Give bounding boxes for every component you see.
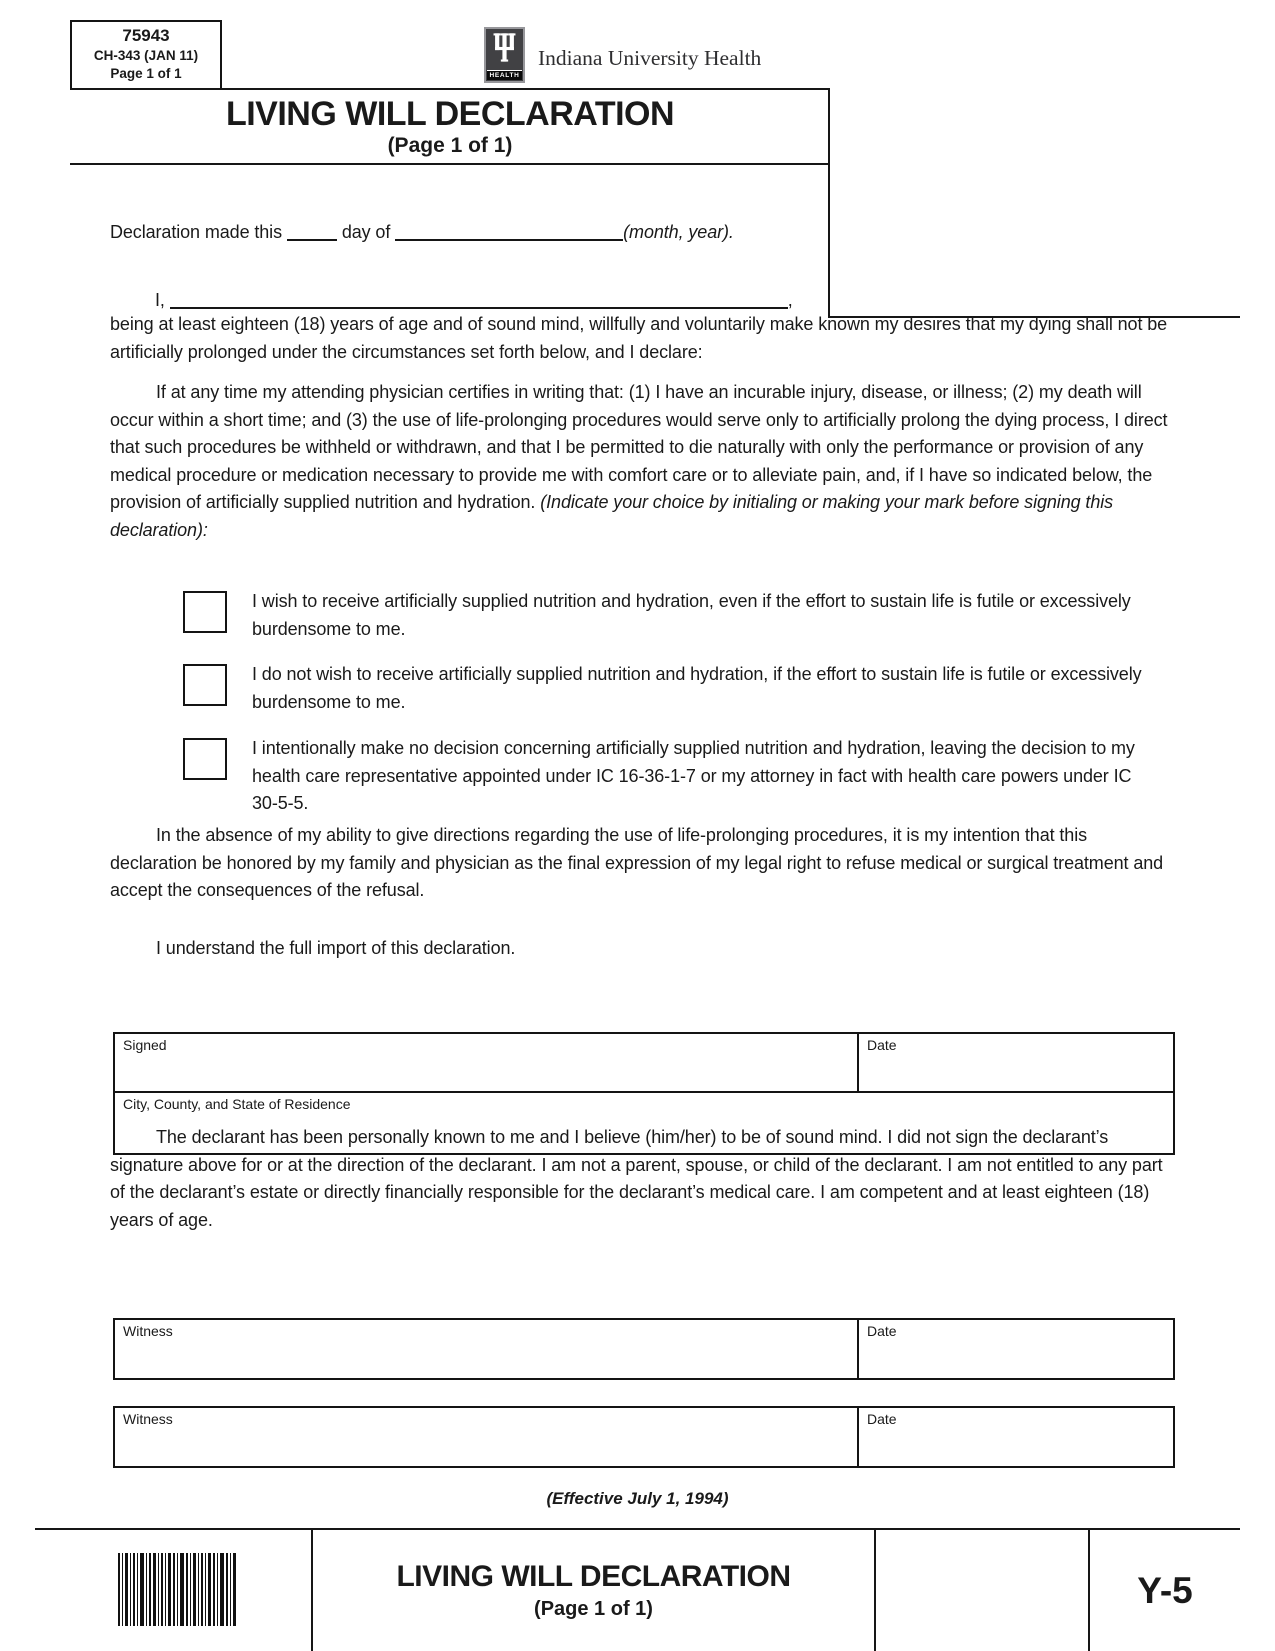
witness-table-2 xyxy=(113,1406,1175,1468)
signed-label: Signed xyxy=(123,1037,167,1053)
date-label: Date xyxy=(867,1037,897,1053)
declarant-name-blank-field[interactable] xyxy=(170,289,788,309)
name-line-prefix: I, xyxy=(155,290,165,310)
form-number-box xyxy=(70,20,222,90)
footer-title: LIVING WILL DECLARATION xyxy=(396,1560,791,1593)
day-blank-field[interactable] xyxy=(287,221,337,241)
header-rule xyxy=(70,88,830,90)
brand-name: Indiana University Health xyxy=(538,46,762,70)
intro-paragraph: being at least eighteen (18) years of age and of sound mind, willfully and voluntarily make known my desires that my dying shall not be artificially prolonged under the circumstances set forth below, and I declare: xyxy=(110,314,1168,362)
date-line xyxy=(110,219,734,247)
directive-paragraph xyxy=(110,379,1172,544)
page-title: LIVING WILL DECLARATION xyxy=(225,95,675,133)
choice-item xyxy=(183,661,1168,716)
witness-2-date-field[interactable] xyxy=(859,1408,1173,1466)
footer-rule xyxy=(35,1528,1240,1530)
iu-trident-icon xyxy=(493,32,516,64)
iu-health-emblem xyxy=(484,27,525,83)
choice-item xyxy=(183,588,1168,643)
choice-label: I intentionally make no decision concerning artificially supplied nutrition and hydration, leaving the decision to my health care representative appointed under IC 16-36-1-7 or my attorney in fact with health care powers under IC 30-5-5. xyxy=(252,738,1135,813)
name-line-suffix: , xyxy=(787,290,793,310)
witness-row xyxy=(115,1408,1173,1466)
effective-date-note: (Effective July 1, 1994) xyxy=(546,1489,729,1508)
absence-paragraph: In the absence of my ability to give directions regarding the use of life-prolonging procedures, it is my intention that this declaration be honored by my family and physician as the final expression of my legal right to refuse medical or surgical treatment and accept the consequences of the refusal. xyxy=(110,825,1164,900)
witness-label: Witness xyxy=(123,1411,173,1427)
header-vertical-rule xyxy=(828,88,830,318)
signature-row xyxy=(115,1034,1173,1093)
title-underline-rule xyxy=(70,163,830,165)
no-decision-checkbox[interactable] xyxy=(183,738,227,780)
emblem-health-label: HEALTH xyxy=(487,70,522,81)
month-year-hint: (month, year). xyxy=(623,222,734,242)
date-label: Date xyxy=(867,1411,897,1427)
choice-label: I wish to receive artificially supplied nutrition and hydration, even if the effort to sustain life is futile or excessively burdensome to me. xyxy=(252,591,1131,639)
choice-item xyxy=(183,735,1168,818)
wish-nutrition-checkbox[interactable] xyxy=(183,591,227,633)
understand-paragraph: I understand the full import of this declaration. xyxy=(156,938,516,958)
signed-field[interactable] xyxy=(115,1034,859,1091)
no-nutrition-checkbox[interactable] xyxy=(183,664,227,706)
witness-1-field[interactable] xyxy=(115,1320,859,1378)
barcode xyxy=(118,1553,238,1626)
page-subtitle: (Page 1 of 1) xyxy=(387,134,513,157)
form-code: CH-343 (JAN 11) xyxy=(93,48,199,64)
footer-code: Y-5 xyxy=(1137,1570,1193,1611)
month-year-blank-field[interactable] xyxy=(395,221,623,241)
signed-date-field[interactable] xyxy=(859,1034,1173,1091)
witness-1-date-field[interactable] xyxy=(859,1320,1173,1378)
form-page-count: Page 1 of 1 xyxy=(110,65,182,81)
date-line-prefix: Declaration made this xyxy=(110,222,282,242)
date-line-middle: day of xyxy=(341,222,391,242)
footer-subtitle: (Page 1 of 1) xyxy=(534,1598,653,1620)
witness-row xyxy=(115,1320,1173,1378)
witness-label: Witness xyxy=(123,1323,173,1339)
directive-paragraph-plain: If at any time my attending physician certifies in writing that: (1) I have an incurable injury, disease, or illness; (2) my death will occur within a short time; and (3) the use of life-prolonging procedures would serve only to artificially prolong the dying process, I direct that such procedures be withheld or withdrawn, and that I be permitted to die naturally with only the performance or provision of any medical procedure or medication necessary to provide me with comfort care or to alleviate pain, and, if I have so indicated below, the provision of artificially supplied nutrition and hydration. xyxy=(110,382,1168,512)
form-number: 75943 xyxy=(122,26,170,45)
directive-paragraph-instruction: (Indicate your choice by initialing or making your mark before signing this declaration): xyxy=(110,492,1114,540)
choice-label: I do not wish to receive artificially supplied nutrition and hydration, if the effort to sustain life is futile or excessively burdensome to me. xyxy=(252,664,1142,712)
date-label: Date xyxy=(867,1323,897,1339)
witness-2-field[interactable] xyxy=(115,1408,859,1466)
witness-table-1 xyxy=(113,1318,1175,1380)
witness-statement-paragraph: The declarant has been personally known to me and I believe (him/her) to be of sound mind. I did not sign the declarant’s signature above for or at the direction of the declarant. I am not a parent, spouse, or child of the declarant. I am not entitled to any part of the declarant’s estate or directly financially responsible for the declarant’s medical care. I am competent and at least eighteen (18) years of age. xyxy=(110,1127,1163,1230)
residence-label: City, County, and State of Residence xyxy=(123,1096,351,1112)
